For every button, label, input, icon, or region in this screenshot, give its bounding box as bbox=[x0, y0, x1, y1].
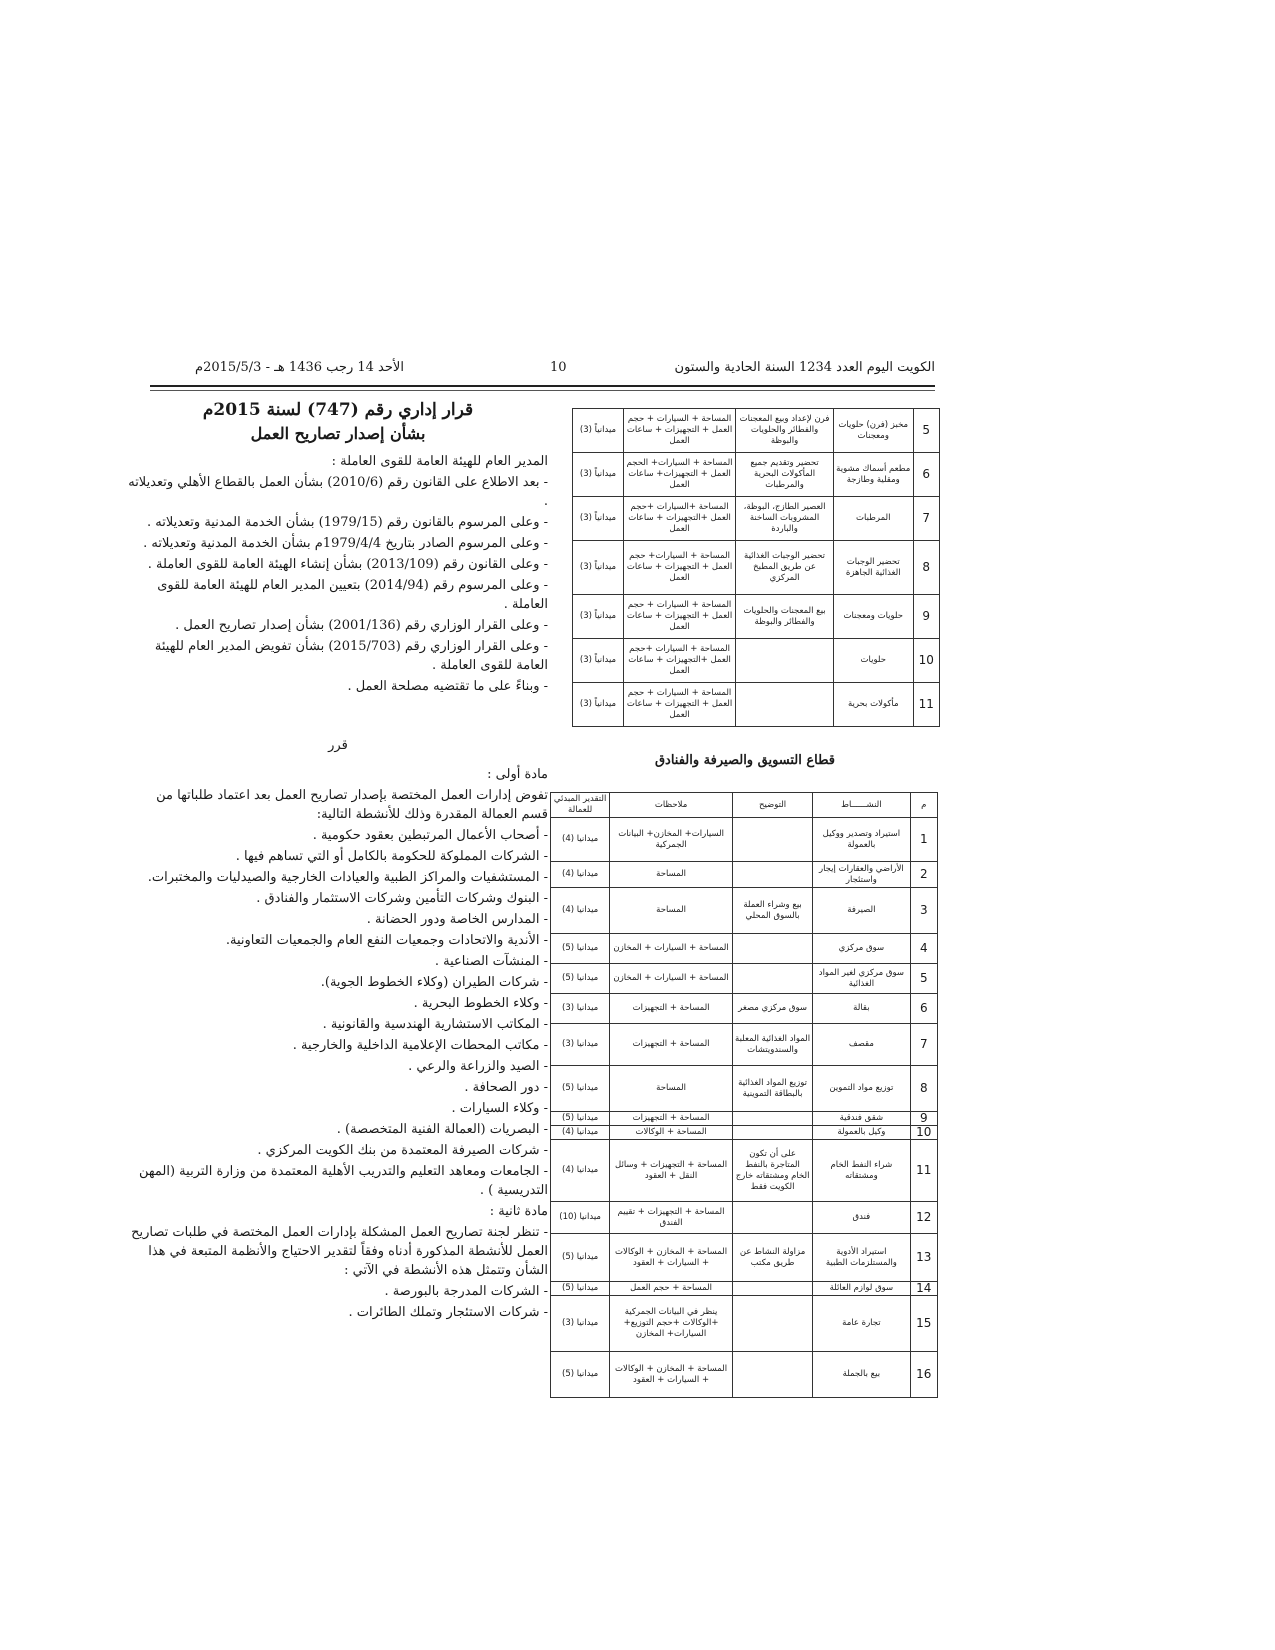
cell-estimate: ميدانيا (5) bbox=[551, 1282, 610, 1296]
article1-item: - الأندية والاتحادات وجمعيات النفع العام والجمعيات التعاونية. bbox=[225, 933, 548, 948]
cell-criteria: المساحة + السيارات + حجم العمل + التجهيزات + ساعات العمل bbox=[624, 683, 736, 727]
header-activity: النشــــــاط bbox=[813, 793, 910, 818]
cell-no: 15 bbox=[910, 1296, 937, 1352]
cell-estimate: ميدانيا (5) bbox=[551, 1066, 610, 1112]
table-row bbox=[551, 1282, 938, 1296]
cell-criteria: المساحة bbox=[610, 1066, 733, 1112]
header-estimate: التقدير المبدئي للعمالة bbox=[551, 793, 610, 818]
table-row bbox=[573, 497, 940, 541]
article1-item: - المنشآت الصناعية . bbox=[434, 954, 548, 969]
cell-activity: تجارة عامة bbox=[813, 1296, 910, 1352]
article1-item: - شركات الطيران (وكلاء الخطوط الجوية). bbox=[320, 975, 548, 990]
cell-estimate: ميدانيا (10) bbox=[551, 1202, 610, 1234]
cell-description: العصير الطازج، البوظة، المشروبات الساخنة والباردة bbox=[736, 497, 834, 541]
cell-activity: الأراضي والعقارات إيجار واستئجار bbox=[813, 862, 910, 888]
cell-no: 11 bbox=[913, 683, 940, 727]
cell-no: 14 bbox=[910, 1282, 937, 1296]
cell-criteria: المساحة + السيارات + حجم العمل + التجهيزات + ساعات العمل bbox=[624, 595, 736, 639]
cell-no: 10 bbox=[910, 1126, 937, 1140]
cell-no: 1 bbox=[910, 818, 937, 862]
cell-activity: سوق لوازم العائلة bbox=[813, 1282, 910, 1296]
cell-estimate: ميدانياً (3) bbox=[573, 595, 624, 639]
article2-item: - شركات الاستئجار وتملك الطائرات . bbox=[348, 1305, 548, 1320]
header-no: م bbox=[910, 793, 937, 818]
cell-no: 12 bbox=[910, 1202, 937, 1234]
article1-item: - المكاتب الاستشارية الهندسية والقانونية . bbox=[322, 1017, 548, 1032]
article1-item: - البنوك وشركات التأمين وشركات الاستثمار والفنادق . bbox=[256, 891, 548, 906]
preamble-item: - وعلى القانون رقم (2013/109) بشأن إنشاء الهيئة العامة للقوى العاملة . bbox=[147, 557, 548, 572]
header-date: الأحد 14 رجب 1436 هـ - 2015/5/3م bbox=[195, 360, 404, 375]
cell-activity: وكيل بالعمولة bbox=[813, 1126, 910, 1140]
cell-description: فرن لإعداد وبيع المعجنات والفطائر والحلويات والبوظة bbox=[736, 409, 834, 453]
article1-item: - وكلاء الخطوط البحرية . bbox=[413, 996, 548, 1011]
cell-description bbox=[732, 1126, 812, 1140]
table-row bbox=[551, 1352, 938, 1398]
preamble-list bbox=[128, 473, 548, 696]
cell-description: سوق مركزي مصغر bbox=[732, 994, 812, 1024]
cell-criteria: المساحة + التجهيزات bbox=[610, 994, 733, 1024]
cell-description bbox=[736, 683, 834, 727]
cell-no: 4 bbox=[910, 934, 937, 964]
cell-activity: الصيرفة bbox=[813, 888, 910, 934]
cell-activity: فندق bbox=[813, 1202, 910, 1234]
cell-description: المواد الغذائية المعلبة والسندويتشات bbox=[732, 1024, 812, 1066]
article1-item: - مكاتب المحطات الإعلامية الداخلية والخارجية . bbox=[292, 1038, 548, 1053]
cell-estimate: ميدانياً (3) bbox=[573, 409, 624, 453]
cell-activity: استيراد الأدوية والمستلزمات الطبية bbox=[813, 1234, 910, 1282]
table-row bbox=[551, 934, 938, 964]
table-row bbox=[573, 453, 940, 497]
article2-item: - الشركات المدرجة بالبورصة . bbox=[384, 1284, 548, 1299]
cell-criteria: المساحة + السيارات + المخازن bbox=[610, 964, 733, 994]
article1-item: - الجامعات ومعاهد التعليم والتدريب الأهلية المعتمدة من وزارة التربية (المهن التدريسية ) . bbox=[139, 1164, 548, 1198]
table-row bbox=[551, 1234, 938, 1282]
cell-no: 7 bbox=[910, 1024, 937, 1066]
header-description: التوضيح bbox=[732, 793, 812, 818]
cell-activity: مقصف bbox=[813, 1024, 910, 1066]
article1-item: - دور الصحافة . bbox=[464, 1080, 548, 1095]
cell-no: 2 bbox=[910, 862, 937, 888]
cell-criteria: المساحة + السيارات + حجم العمل + التجهيزات + ساعات العمل bbox=[624, 409, 736, 453]
cell-estimate: ميدانياً (3) bbox=[573, 453, 624, 497]
cell-description: مزاولة النشاط عن طريق مكتب bbox=[732, 1234, 812, 1282]
decision-column bbox=[128, 398, 548, 1324]
cell-estimate: ميدانيا (4) bbox=[551, 862, 610, 888]
preamble-item: - وعلى المرسوم بالقانون رقم (1979/15) بشأن الخدمة المدنية وتعديلاته . bbox=[146, 515, 548, 530]
cell-activity: سوق مركزي لغير المواد الغذائية bbox=[813, 964, 910, 994]
cell-description bbox=[732, 818, 812, 862]
cell-criteria: المساحة + التجهيزات + تقييم الفندق bbox=[610, 1202, 733, 1234]
preamble-item: - وعلى المرسوم الصادر بتاريخ 1979/4/4م بشأن الخدمة المدنية وتعديلاته . bbox=[143, 536, 548, 551]
decision-title: قرار إداري رقم (747) لسنة 2015م bbox=[202, 400, 474, 420]
article1-item: - أصحاب الأعمال المرتبطين بعقود حكومية . bbox=[312, 828, 548, 843]
cell-activity: حلويات bbox=[833, 639, 913, 683]
table-row bbox=[551, 994, 938, 1024]
article2-title: مادة ثانية : bbox=[489, 1204, 548, 1219]
table-row bbox=[551, 862, 938, 888]
cell-description bbox=[732, 1352, 812, 1398]
cell-activity: شراء النفط الخام ومشتقاته bbox=[813, 1140, 910, 1202]
cell-description bbox=[732, 964, 812, 994]
cell-no: 7 bbox=[913, 497, 940, 541]
cell-no: 6 bbox=[913, 453, 940, 497]
cell-criteria: المساحة + التجهيزات + وسائل النقل + العقود bbox=[610, 1140, 733, 1202]
table-header-row bbox=[551, 793, 938, 818]
cell-activity: تحضير الوجبات الغذائية الجاهزة bbox=[833, 541, 913, 595]
cell-estimate: ميدانياً (3) bbox=[573, 639, 624, 683]
cell-description bbox=[732, 1296, 812, 1352]
cell-estimate: ميدانياً (3) bbox=[573, 497, 624, 541]
table-row bbox=[551, 1202, 938, 1234]
article2-items bbox=[128, 1282, 548, 1322]
cell-criteria: المساحة + المخازن + الوكالات + السيارات + العقود bbox=[610, 1352, 733, 1398]
cell-criteria: المساحة + الوكالات bbox=[610, 1126, 733, 1140]
cell-description: بيع المعجنات والحلويات والفطائر والبوظة bbox=[736, 595, 834, 639]
table-row bbox=[551, 1140, 938, 1202]
cell-estimate: ميدانيا (4) bbox=[551, 818, 610, 862]
cell-estimate: ميدانيا (5) bbox=[551, 1234, 610, 1282]
table-row bbox=[551, 888, 938, 934]
cell-no: 5 bbox=[913, 409, 940, 453]
preamble-item: - وعلى المرسوم رقم (2014/94) بتعيين المدير العام للهيئة العامة للقوى العاملة . bbox=[157, 578, 548, 612]
table-row bbox=[573, 409, 940, 453]
table-row bbox=[551, 964, 938, 994]
table-row bbox=[573, 683, 940, 727]
cell-criteria: المساحة + السيارات + المخازن bbox=[610, 934, 733, 964]
table-row bbox=[573, 639, 940, 683]
decision-subtitle: بشأن إصدار تصاريح العمل bbox=[250, 424, 426, 443]
article1-text: تفوض إدارات العمل المختصة بإصدار تصاريح العمل بعد اعتماد طلباتها من قسم العمالة المقدرة وذلك للأنشطة التالية: bbox=[156, 788, 548, 822]
cell-description: على أن تكون المتاجرة بالنفط الخام ومشتقاته خارج الكويت فقط bbox=[732, 1140, 812, 1202]
article1-title: مادة أولى : bbox=[487, 767, 548, 782]
article1-item: - شركات الصيرفة المعتمدة من بنك الكويت المركزي . bbox=[257, 1143, 548, 1158]
table-row bbox=[551, 1066, 938, 1112]
preamble-item: - وعلى القرار الوزاري رقم (2001/136) بشأن إصدار تصاريح العمل . bbox=[175, 618, 548, 633]
cell-criteria: المساحة + المخازن + الوكالات + السيارات + العقود bbox=[610, 1234, 733, 1282]
preamble-item: - بعد الاطلاع على القانون رقم (2010/6) بشأن العمل بالقطاع الأهلي وتعديلاته . bbox=[128, 475, 548, 509]
cell-criteria: المساحة +السيارات +حجم العمل +التجهيزات + ساعات العمل bbox=[624, 497, 736, 541]
cell-estimate: ميدانيا (5) bbox=[551, 1352, 610, 1398]
table-row bbox=[573, 541, 940, 595]
preamble-item: - وبناءً على ما تقتضيه مصلحة العمل . bbox=[347, 679, 548, 694]
cell-description: بيع وشراء العملة بالسوق المحلي bbox=[732, 888, 812, 934]
food-activities-table bbox=[572, 408, 940, 727]
cell-no: 3 bbox=[910, 888, 937, 934]
cell-criteria: المساحة + التجهيزات bbox=[610, 1112, 733, 1126]
cell-description: تحضير وتقديم جميع المأكولات البحرية والمرطبات bbox=[736, 453, 834, 497]
page-header bbox=[195, 360, 935, 382]
cell-estimate: ميدانيا (3) bbox=[551, 994, 610, 1024]
table-row bbox=[551, 1112, 938, 1126]
cell-no: 9 bbox=[913, 595, 940, 639]
cell-no: 13 bbox=[910, 1234, 937, 1282]
cell-activity: مطعم أسماك مشوية ومقلية وطازجة bbox=[833, 453, 913, 497]
cell-description bbox=[732, 1202, 812, 1234]
cell-estimate: ميدانيا (5) bbox=[551, 1112, 610, 1126]
marketing-activities-table bbox=[550, 792, 938, 1398]
cell-description: توزيع المواد الغذائية بالبطاقة التموينية bbox=[732, 1066, 812, 1112]
section-title: قطاع التسويق والصيرفة والفنادق bbox=[654, 753, 836, 768]
cell-no: 6 bbox=[910, 994, 937, 1024]
cell-estimate: ميدانيا (3) bbox=[551, 1024, 610, 1066]
cell-criteria: ينظر في البيانات الجمركية +الوكالات +حجم التوزيع+ السيارات+ المخازن bbox=[610, 1296, 733, 1352]
table-row bbox=[551, 818, 938, 862]
cell-no: 8 bbox=[910, 1066, 937, 1112]
preamble-item: - وعلى القرار الوزاري رقم (2015/703) بشأن تفويض المدير العام للهيئة العامة للقوى العاملة . bbox=[154, 639, 548, 673]
cell-criteria: المساحة + حجم العمل bbox=[610, 1282, 733, 1296]
cell-activity: بقالة bbox=[813, 994, 910, 1024]
decided-heading: قرر bbox=[328, 738, 348, 753]
cell-estimate: ميدانيا (4) bbox=[551, 1140, 610, 1202]
cell-description bbox=[732, 862, 812, 888]
cell-description: تحضير الوجبات الغذائية عن طريق المطبخ المركزي bbox=[736, 541, 834, 595]
cell-estimate: ميدانيا (3) bbox=[551, 1296, 610, 1352]
header-rule-thin bbox=[150, 390, 935, 391]
article1-item: - المدارس الخاصة ودور الحضانة . bbox=[366, 912, 548, 927]
cell-activity: استيراد وتصدير ووكيل بالعمولة bbox=[813, 818, 910, 862]
cell-description bbox=[732, 934, 812, 964]
cell-no: 10 bbox=[913, 639, 940, 683]
cell-criteria: المساحة + السيارات+ حجم العمل + التجهيزات + ساعات العمل bbox=[624, 541, 736, 595]
cell-estimate: ميدانيا (5) bbox=[551, 934, 610, 964]
cell-no: 8 bbox=[913, 541, 940, 595]
cell-activity: بيع بالجملة bbox=[813, 1352, 910, 1398]
cell-activity: مأكولات بحرية bbox=[833, 683, 913, 727]
cell-activity: مخبز (فرن) حلويات ومعجنات bbox=[833, 409, 913, 453]
article1-item: - الصيد والزراعة والرعي . bbox=[408, 1059, 548, 1074]
cell-description bbox=[732, 1112, 812, 1126]
decision-intro: المدير العام للهيئة العامة للقوى العاملة : bbox=[331, 454, 548, 469]
article1-item: - المستشفيات والمراكز الطبية والعيادات الخارجية والصيدليات والمختبرات. bbox=[147, 870, 548, 885]
table-row bbox=[573, 595, 940, 639]
article1-items bbox=[128, 826, 548, 1200]
cell-activity: حلويات ومعجنات bbox=[833, 595, 913, 639]
cell-activity: توزيع مواد التموين bbox=[813, 1066, 910, 1112]
cell-activity: سوق مركزي bbox=[813, 934, 910, 964]
header-issue: الكويت اليوم العدد 1234 السنة الحادية والستون bbox=[674, 360, 935, 375]
cell-activity: شقق فندقية bbox=[813, 1112, 910, 1126]
article1-item: - البصريات (العمالة الفنية المتخصصة) . bbox=[336, 1122, 548, 1137]
article1-item: - وكلاء السيارات . bbox=[451, 1101, 548, 1116]
cell-estimate: ميدانياً (3) bbox=[573, 683, 624, 727]
cell-no: 11 bbox=[910, 1140, 937, 1202]
header-criteria: ملاحظات bbox=[610, 793, 733, 818]
cell-no: 16 bbox=[910, 1352, 937, 1398]
table-row bbox=[551, 1296, 938, 1352]
cell-activity: المرطبات bbox=[833, 497, 913, 541]
cell-estimate: ميدانيا (4) bbox=[551, 1126, 610, 1140]
table-row bbox=[551, 1126, 938, 1140]
cell-estimate: ميدانيا (5) bbox=[551, 964, 610, 994]
header-page-number: 10 bbox=[550, 360, 567, 375]
cell-criteria: المساحة bbox=[610, 888, 733, 934]
cell-criteria: المساحة bbox=[610, 862, 733, 888]
cell-criteria: المساحة + السيارات+ الحجم العمل + التجهيزات+ ساعات العمل bbox=[624, 453, 736, 497]
header-rule bbox=[150, 385, 935, 387]
cell-criteria: المساحة + التجهيزات bbox=[610, 1024, 733, 1066]
table-row bbox=[551, 1024, 938, 1066]
cell-description bbox=[732, 1282, 812, 1296]
cell-criteria: السيارات+ المخازن+ البيانات الجمركية bbox=[610, 818, 733, 862]
cell-criteria: المساحة + السيارات +حجم العمل +التجهيزات + ساعات العمل bbox=[624, 639, 736, 683]
article2-text: - تنظر لجنة تصاريح العمل المشكلة بإدارات العمل المختصة في طلبات تصاريح العمل للأنشطة المذكورة أدناه وفقاً لتقدير الاحتياج والأنظمة المتبعة في هذا الشأن وتتمثل هذه الأنشطة في الآتي : bbox=[131, 1225, 548, 1278]
cell-description bbox=[736, 639, 834, 683]
cell-estimate: ميدانياً (3) bbox=[573, 541, 624, 595]
cell-no: 9 bbox=[910, 1112, 937, 1126]
article1-item: - الشركات المملوكة للحكومة بالكامل أو التي تساهم فيها . bbox=[235, 849, 548, 864]
cell-no: 5 bbox=[910, 964, 937, 994]
cell-estimate: ميدانيا (4) bbox=[551, 888, 610, 934]
